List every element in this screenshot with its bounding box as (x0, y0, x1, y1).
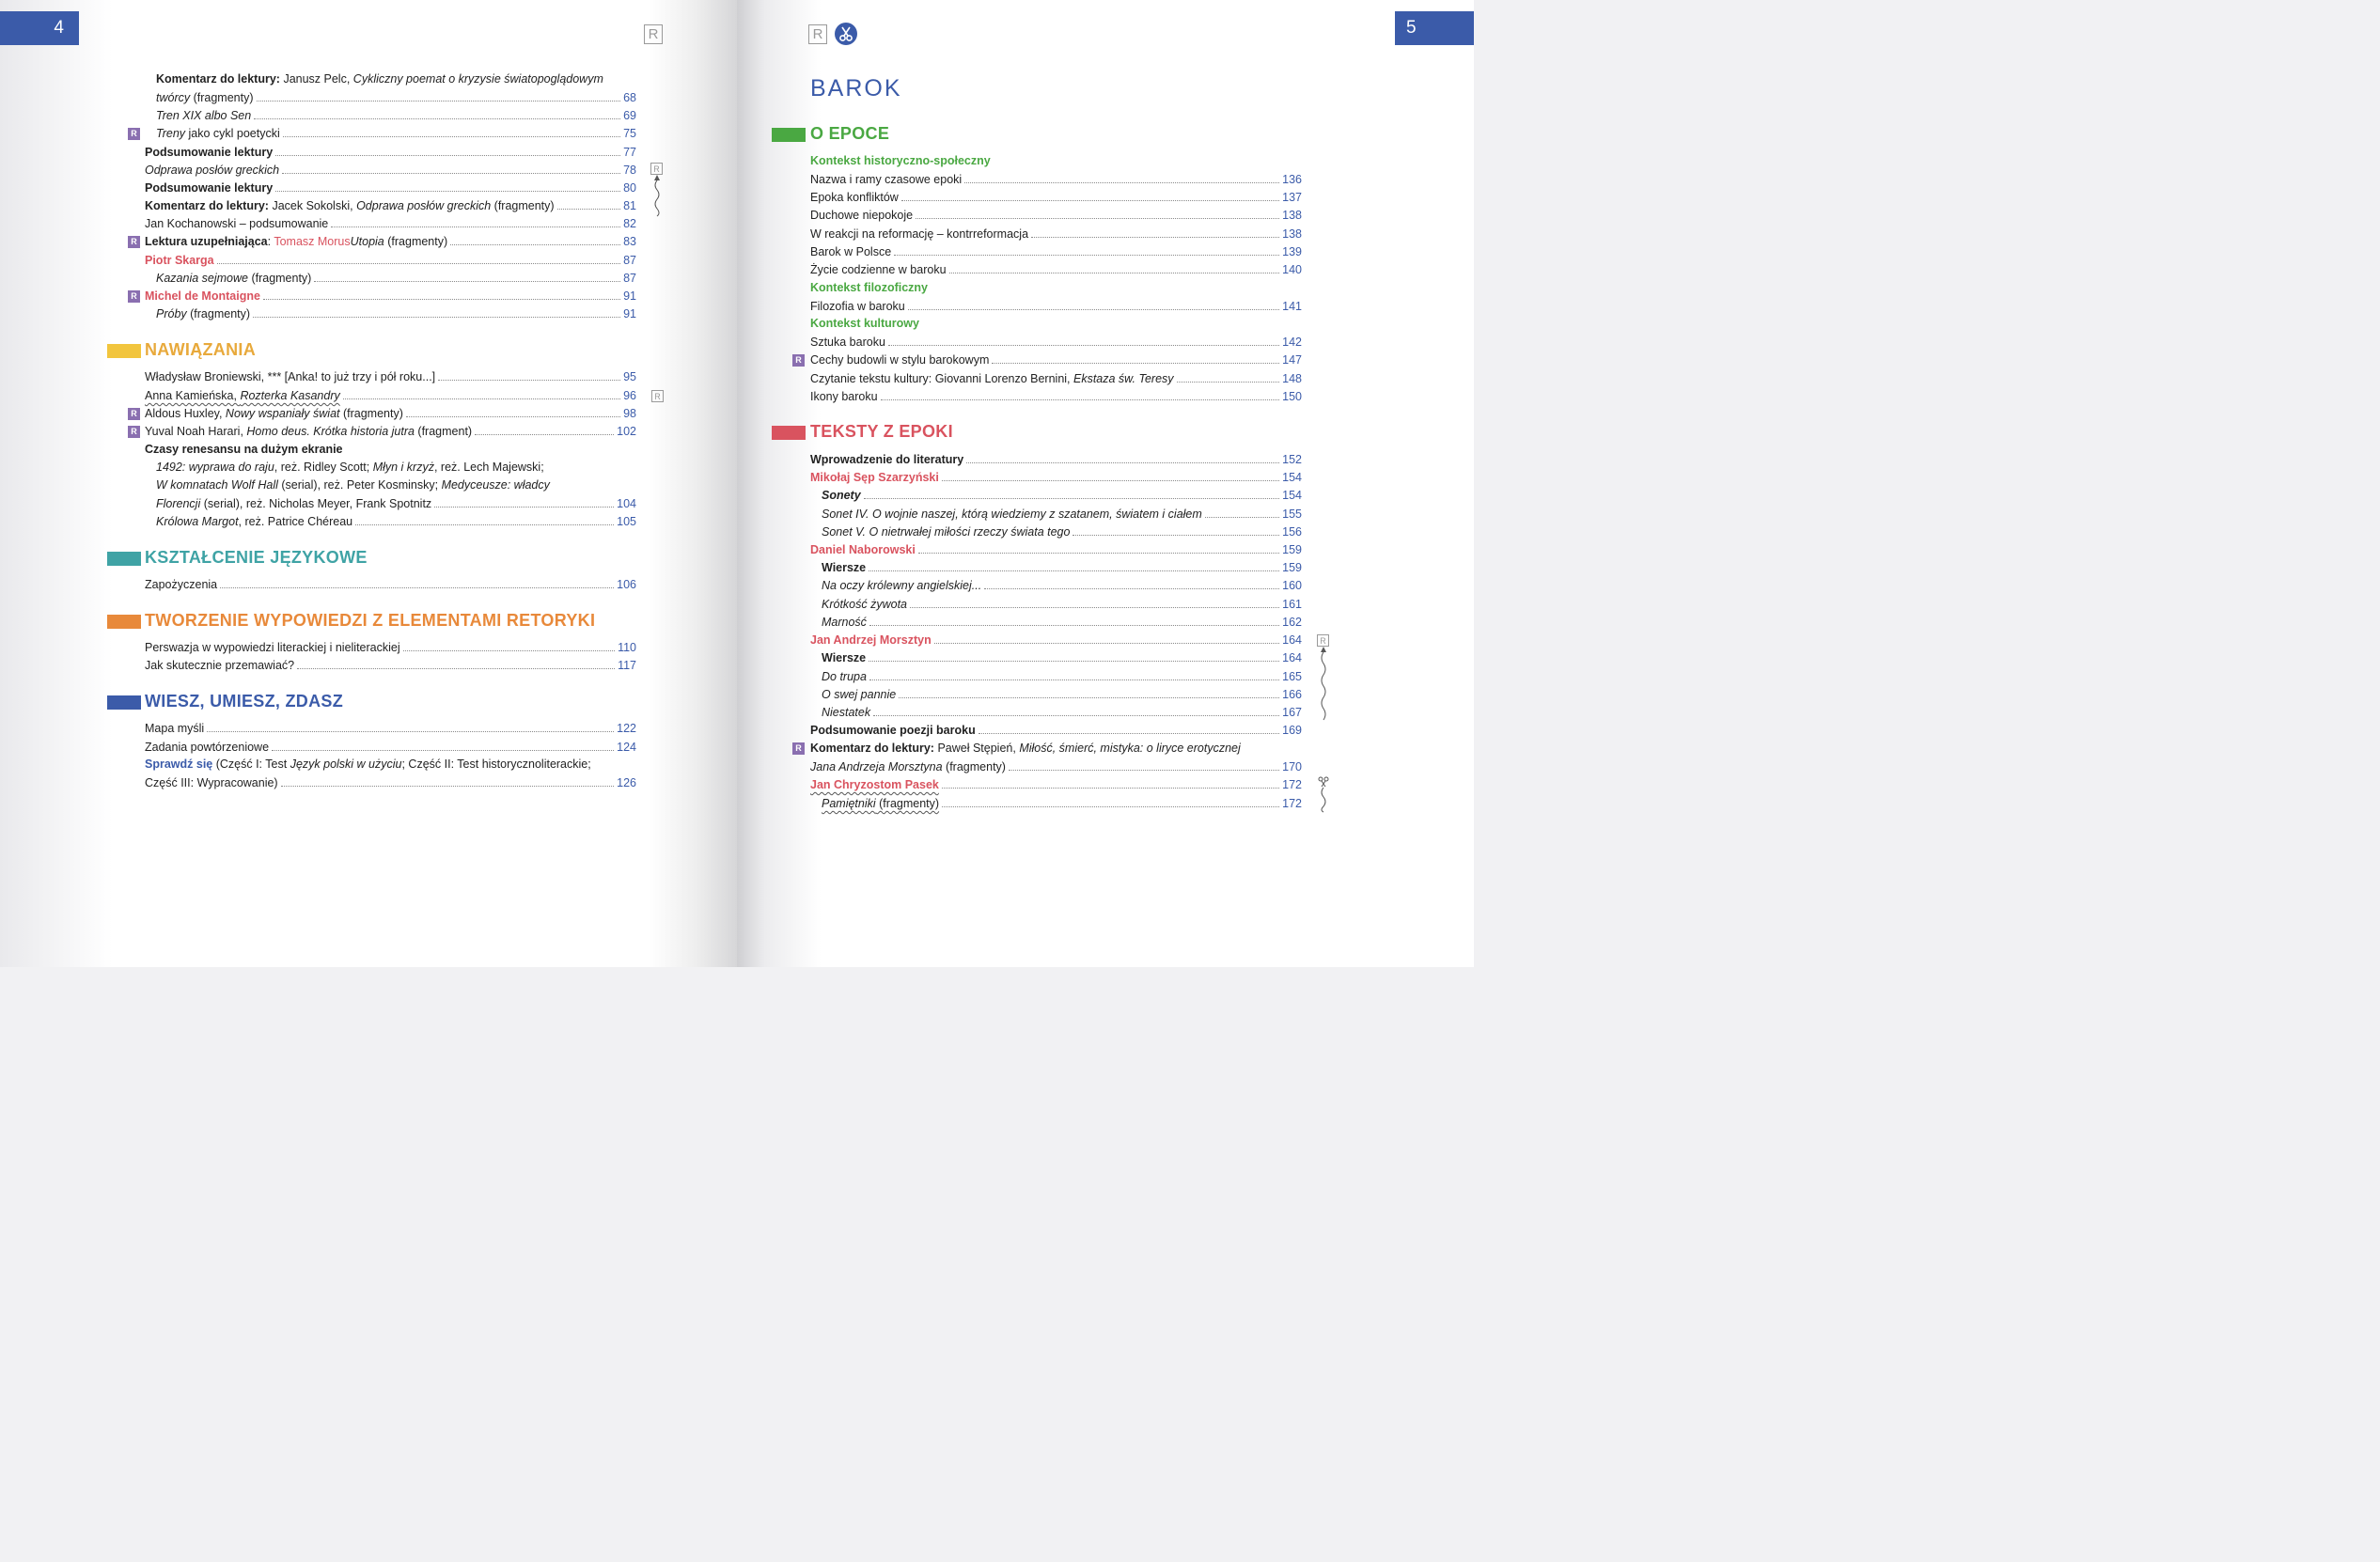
r-box-icon: R (644, 24, 663, 44)
toc-entry[interactable]: Jak skutecznie przemawiać? 117 (145, 659, 636, 672)
page-ref: 83 (623, 235, 636, 248)
toc-entry[interactable]: Na oczy królewny angielskiej... 160 (822, 579, 1302, 592)
page-ref: 159 (1282, 561, 1302, 574)
page-ref: 169 (1282, 724, 1302, 737)
page-ref: 166 (1282, 688, 1302, 701)
page-ref: 80 (623, 181, 636, 195)
toc-entry[interactable]: Sonet IV. O wojnie naszej, którą wiedziemy z szatanem, światem i ciałem 155 (822, 508, 1302, 521)
page-number-right: 5 (1395, 11, 1474, 45)
r-badge-icon: R (128, 236, 140, 248)
page-ref: 96 (623, 389, 636, 402)
scissors-icon (1317, 776, 1330, 814)
toc-entry-line: W komnatach Wolf Hall (serial), reż. Peter Kosminsky; Medyceusze: władcy (156, 478, 550, 492)
page-ref: 78 (623, 164, 636, 177)
page-ref: 156 (1282, 525, 1302, 539)
section-heading-wiesz: WIESZ, UMIESZ, ZDASZ (145, 692, 343, 711)
page-ref: 122 (617, 722, 636, 735)
toc-entry[interactable]: Jana Andrzeja Morsztyna (fragmenty) 170 (810, 760, 1302, 773)
toc-entry[interactable]: Zadania powtórzeniowe 124 (145, 741, 636, 754)
page-ref: 105 (617, 515, 636, 528)
section-color-bar (107, 552, 141, 566)
toc-entry[interactable]: Sonet V. O nietrwałej miłości rzeczy świata tego 156 (822, 525, 1302, 539)
toc-entry-comment-pelc[interactable]: Komentarz do lektury: Janusz Pelc, Cykliczny poemat o kryzysie światopoglądowym (156, 72, 603, 86)
toc-entry[interactable]: Wiersze 159 (822, 561, 1302, 574)
toc-entry[interactable]: Ikony baroku 150 (810, 390, 1302, 403)
page-ref: 137 (1282, 191, 1302, 204)
toc-entry[interactable]: Yuval Noah Harari, Homo deus. Krótka historia jutra (fragment) 102 (145, 425, 636, 438)
toc-entry[interactable]: Filozofia w baroku 141 (810, 300, 1302, 313)
page-ref: 172 (1282, 797, 1302, 810)
page-ref: 140 (1282, 263, 1302, 276)
page-ref: 142 (1282, 336, 1302, 349)
toc-entry[interactable]: Jan Kochanowski – podsumowanie 82 (145, 217, 636, 230)
page-ref: 124 (617, 741, 636, 754)
toc-entry[interactable]: Pamiętniki (fragmenty) 172 (822, 797, 1302, 810)
toc-entry[interactable]: twórcy (fragmenty) 68 (156, 91, 636, 104)
toc-entry[interactable]: W reakcji na reformację – kontrreformacja 138 (810, 227, 1302, 241)
toc-entry-author[interactable]: Mikołaj Sęp Szarzyński 154 (810, 471, 1302, 484)
section-heading-tworzenie: TWORZENIE WYPOWIEDZI Z ELEMENTAMI RETORYKI (145, 611, 596, 630)
page-ref: 154 (1282, 471, 1302, 484)
toc-entry[interactable]: Życie codzienne w baroku 140 (810, 263, 1302, 276)
toc-entry[interactable]: Część III: Wypracowanie) 126 (145, 776, 636, 789)
section-heading-nawiazania: NAWIĄZANIA (145, 340, 256, 359)
toc-entry[interactable]: Władysław Broniewski, *** [Anka! to już trzy i pół roku...] 95 (145, 370, 636, 383)
toc-entry[interactable]: Czytanie tekstu kultury: Giovanni Lorenzo Bernini, Ekstaza św. Teresy 148 (810, 372, 1302, 385)
toc-entry-author[interactable]: Michel de Montaigne 91 (145, 289, 636, 303)
page-ref: 104 (617, 497, 636, 510)
r-box-icon: R (1317, 634, 1329, 647)
page-ref: 167 (1282, 706, 1302, 719)
section-color-bar (772, 128, 806, 142)
toc-entry[interactable]: Sztuka baroku 142 (810, 336, 1302, 349)
r-box-icon: R (650, 163, 663, 175)
wavy-line-icon (1317, 647, 1330, 722)
page-ref: 154 (1282, 489, 1302, 502)
context-heading: Kontekst kulturowy (810, 317, 919, 330)
right-page (737, 0, 1474, 967)
page-ref: 75 (623, 127, 636, 140)
page-ref: 147 (1282, 353, 1302, 367)
toc-entry-line[interactable]: Sprawdź się (Część I: Test Język polski w użyciu; Część II: Test historycznoliterackie; (145, 758, 591, 771)
toc-entry[interactable]: Podsumowanie poezji baroku 169 (810, 724, 1302, 737)
toc-entry[interactable]: Próby (fragmenty) 91 (156, 307, 636, 320)
toc-entry[interactable]: Zapożyczenia 106 (145, 578, 636, 591)
context-heading: Kontekst historyczno-społeczny (810, 154, 991, 167)
page-ref: 126 (617, 776, 636, 789)
page-ref: 102 (617, 425, 636, 438)
page-ref: 106 (617, 578, 636, 591)
toc-entry[interactable]: Florencji (serial), reż. Nicholas Meyer, Frank Spotnitz 104 (156, 497, 636, 510)
page-ref: 139 (1282, 245, 1302, 258)
r-badge-icon: R (792, 354, 805, 367)
toc-entry[interactable]: Podsumowanie lektury 80 (145, 181, 636, 195)
toc-entry[interactable]: O swej pannie 166 (822, 688, 1302, 701)
context-heading: Kontekst filozoficzny (810, 281, 929, 294)
section-color-bar (107, 344, 141, 358)
toc-entry[interactable]: Tren XIX albo Sen 69 (156, 109, 636, 122)
toc-entry[interactable]: Cechy budowli w stylu barokowym 147 (810, 353, 1302, 367)
page-ref: 87 (623, 272, 636, 285)
toc-entry[interactable]: Mapa myśli 122 (145, 722, 636, 735)
page-ref: 69 (623, 109, 636, 122)
section-color-bar (107, 695, 141, 710)
toc-entry[interactable]: Sonety 154 (822, 489, 1302, 502)
page-ref: 91 (623, 307, 636, 320)
toc-entry[interactable]: Lektura uzupełniająca: Tomasz MorusUtopia (fragmenty) 83 (145, 235, 636, 248)
page-ref: 81 (623, 199, 636, 212)
toc-entry[interactable]: Podsumowanie lektury 77 (145, 146, 636, 159)
r-badge-icon: R (792, 742, 805, 755)
section-color-bar (772, 426, 806, 440)
toc-entry-line: 1492: wyprawa do raju, reż. Ridley Scott; Młyn i krzyż, reż. Lech Majewski; (156, 461, 544, 474)
page-ref: 164 (1282, 651, 1302, 664)
page-ref: 77 (623, 146, 636, 159)
page-ref: 82 (623, 217, 636, 230)
toc-entry-author[interactable]: Piotr Skarga 87 (145, 254, 636, 267)
page-ref: 87 (623, 254, 636, 267)
toc-subheading: Czasy renesansu na dużym ekranie (145, 443, 343, 456)
r-badge-icon: R (128, 128, 140, 140)
wavy-line-icon (650, 175, 664, 218)
section-color-bar (107, 615, 141, 629)
page-ref: 110 (618, 641, 636, 654)
page-ref: 159 (1282, 543, 1302, 556)
toc-entry[interactable]: Komentarz do lektury: Jacek Sokolski, Odprawa posłów greckich (fragmenty) 81 (145, 199, 636, 212)
toc-entry[interactable]: Anna Kamieńska, Rozterka Kasandry 96 (145, 389, 636, 402)
scissors-icon (835, 23, 857, 45)
page-number-left: 4 (0, 11, 79, 45)
page-ref: 161 (1282, 598, 1302, 611)
toc-entry[interactable]: Odprawa posłów greckich 78 (145, 164, 636, 177)
toc-entry[interactable]: Kazania sejmowe (fragmenty) 87 (156, 272, 636, 285)
toc-entry[interactable]: Duchowe niepokoje 138 (810, 209, 1302, 222)
page-ref: 95 (623, 370, 636, 383)
toc-entry[interactable]: Wiersze 164 (822, 651, 1302, 664)
toc-entry[interactable]: Aldous Huxley, Nowy wspaniały świat (fragmenty) 98 (145, 407, 636, 420)
r-badge-icon: R (128, 290, 140, 303)
toc-entry[interactable]: Nazwa i ramy czasowe epoki 136 (810, 173, 1302, 186)
toc-entry[interactable]: Królowa Margot, reż. Patrice Chéreau 105 (156, 515, 636, 528)
toc-entry-line[interactable]: Komentarz do lektury: Paweł Stępień, Miłość, śmierć, mistyka: o liryce erotycznej (810, 742, 1241, 755)
r-badge-icon: R (128, 408, 140, 420)
toc-entry[interactable]: Treny jako cykl poetycki 75 (156, 127, 636, 140)
page-ref: 152 (1282, 453, 1302, 466)
toc-entry[interactable]: Barok w Polsce 139 (810, 245, 1302, 258)
page-ref: 164 (1282, 633, 1302, 647)
page-ref: 136 (1282, 173, 1302, 186)
toc-entry[interactable]: Do trupa 165 (822, 670, 1302, 683)
section-heading-teksty: TEKSTY Z EPOKI (810, 422, 953, 441)
page-ref: 91 (623, 289, 636, 303)
toc-entry-author[interactable]: Daniel Naborowski 159 (810, 543, 1302, 556)
page-ref: 162 (1282, 616, 1302, 629)
page-ref: 68 (623, 91, 636, 104)
r-box-icon: R (808, 24, 827, 44)
page-ref: 150 (1282, 390, 1302, 403)
page-ref: 141 (1282, 300, 1302, 313)
toc-entry[interactable]: Epoka konfliktów 137 (810, 191, 1302, 204)
section-heading-o-epoce: O EPOCE (810, 124, 890, 143)
page-ref: 165 (1282, 670, 1302, 683)
page-ref: 138 (1282, 227, 1302, 241)
toc-entry-author[interactable]: Jan Chryzostom Pasek 172 (810, 778, 1302, 791)
page-ref: 117 (618, 659, 636, 672)
page-ref: 160 (1282, 579, 1302, 592)
r-badge-icon: R (128, 426, 140, 438)
toc-entry[interactable]: Wprowadzenie do literatury 152 (810, 453, 1302, 466)
page-ref: 170 (1282, 760, 1302, 773)
page-ref: 155 (1282, 508, 1302, 521)
r-box-icon: R (651, 390, 664, 402)
page-ref: 98 (623, 407, 636, 420)
toc-entry[interactable]: Perswazja w wypowiedzi literackiej i nieliterackiej 110 (145, 641, 636, 654)
epoch-title: BAROK (810, 75, 902, 102)
page-ref: 172 (1282, 778, 1302, 791)
page-ref: 138 (1282, 209, 1302, 222)
toc-entry[interactable]: Krótkość żywota 161 (822, 598, 1302, 611)
left-page (0, 0, 737, 967)
section-heading-ksztalcenie: KSZTAŁCENIE JĘZYKOWE (145, 548, 368, 567)
page-ref: 148 (1282, 372, 1302, 385)
toc-entry[interactable]: Marność 162 (822, 616, 1302, 629)
toc-entry-author[interactable]: Jan Andrzej Morsztyn 164 (810, 633, 1302, 647)
toc-entry[interactable]: Niestatek 167 (822, 706, 1302, 719)
